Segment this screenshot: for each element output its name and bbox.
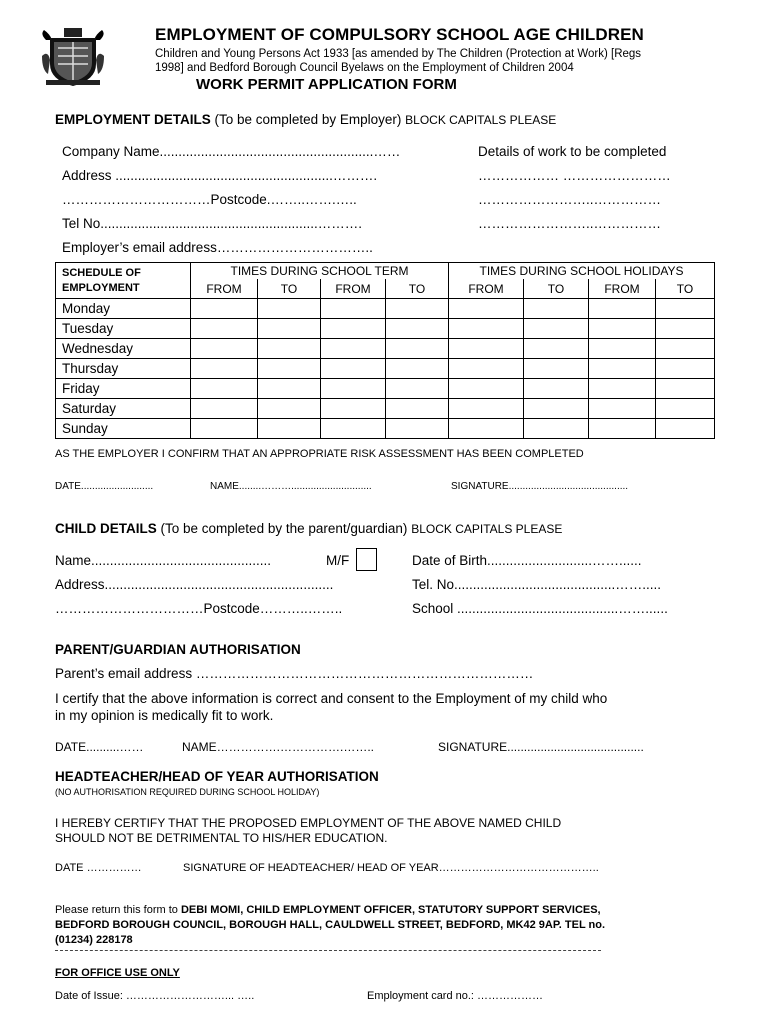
employer-postcode-field[interactable]: ……………………………Postcode.……..…….…..	[62, 192, 357, 207]
child-address-field[interactable]: Address.............................................................	[55, 577, 334, 592]
schedule-label	[56, 263, 191, 299]
child-postcode-field[interactable]: ……………………………Postcode………..……..	[55, 601, 343, 616]
employer-name-field[interactable]: NAME........……….............................	[210, 481, 372, 492]
time-cell[interactable]	[449, 299, 524, 319]
day-label: Friday	[56, 379, 191, 399]
time-cell[interactable]	[589, 399, 656, 419]
time-cell[interactable]	[589, 379, 656, 399]
day-label: Saturday	[56, 399, 191, 419]
time-cell[interactable]	[191, 399, 258, 419]
time-cell[interactable]	[386, 359, 449, 379]
day-label: Thursday	[56, 359, 191, 379]
child-heading-text: CHILD DETAILS	[55, 521, 157, 536]
time-cell[interactable]	[656, 399, 715, 419]
return-line-2	[55, 918, 725, 933]
work-details-line-2[interactable]: ……………………..……………	[478, 192, 662, 207]
time-cell[interactable]	[656, 419, 715, 439]
time-cell[interactable]	[589, 299, 656, 319]
day-label: Wednesday	[56, 339, 191, 359]
employer-tel-field[interactable]: Tel No..........................................................……….	[62, 216, 363, 231]
child-tel-field[interactable]: Tel. No...........................................…….....	[412, 577, 662, 592]
time-cell[interactable]	[589, 419, 656, 439]
time-cell[interactable]	[589, 359, 656, 379]
return-prefix: Please return this form to	[55, 904, 181, 916]
time-cell[interactable]	[524, 399, 589, 419]
time-cell[interactable]	[656, 319, 715, 339]
employment-card-number-field[interactable]: Employment card no.: ………………	[367, 990, 544, 1002]
headteacher-certification	[55, 816, 561, 846]
term-from-2-header: FROM	[321, 279, 386, 299]
school-field[interactable]: School ...........................................……......	[412, 601, 668, 616]
sex-checkbox[interactable]	[356, 548, 377, 571]
schedule-row-sunday	[56, 419, 715, 439]
schedule-of-employment-table	[55, 262, 715, 439]
time-cell[interactable]	[449, 359, 524, 379]
schedule-row-saturday	[56, 399, 715, 419]
time-cell[interactable]	[258, 379, 321, 399]
employer-signature-field[interactable]: SIGNATURE...........................................	[451, 481, 629, 492]
time-cell[interactable]	[258, 359, 321, 379]
time-cell[interactable]	[386, 319, 449, 339]
schedule-row-thursday	[56, 359, 715, 379]
time-cell[interactable]	[449, 399, 524, 419]
parent-certification-line-2: in my opinion is medically fit to work.	[55, 708, 274, 723]
child-block-capitals: BLOCK CAPITALS PLEASE	[411, 522, 563, 536]
work-details-label: Details of work to be completed	[478, 144, 667, 159]
schedule-row-monday	[56, 299, 715, 319]
schedule-label-line-1: SCHEDULE OF	[62, 266, 141, 279]
holiday-to-2-header: TO	[656, 279, 715, 299]
time-cell[interactable]	[524, 359, 589, 379]
return-telephone: (01234) 228178	[55, 934, 133, 946]
child-details-heading	[55, 521, 562, 536]
employer-address-field[interactable]: Address ..........................................................……….	[62, 168, 378, 183]
time-cell[interactable]	[449, 419, 524, 439]
headteacher-date-field[interactable]: DATE ……………	[55, 862, 142, 874]
time-cell[interactable]	[191, 359, 258, 379]
legislation-line-2: 1998] and Bedford Borough Council Byelaws on the Employment of Children 2004	[155, 62, 574, 74]
parent-certification-line-1: I certify that the above information is correct and consent to the Employment of my child who	[55, 691, 608, 706]
time-cell[interactable]	[589, 339, 656, 359]
time-cell[interactable]	[656, 339, 715, 359]
school-term-header: TIMES DURING SCHOOL TERM	[191, 263, 449, 280]
time-cell[interactable]	[191, 379, 258, 399]
time-cell[interactable]	[524, 319, 589, 339]
work-details-line-1[interactable]: ……………… ……………………	[478, 168, 671, 183]
time-cell[interactable]	[656, 379, 715, 399]
date-of-issue-field[interactable]: Date of Issue: ………………………... …..	[55, 990, 255, 1002]
term-to-1-header: TO	[258, 279, 321, 299]
parent-name-field[interactable]: NAME…………….…………….……..	[182, 740, 375, 754]
holiday-authorisation-note: (NO AUTHORISATION REQUIRED DURING SCHOOL HOLIDAY)	[55, 787, 320, 797]
employment-details-heading	[55, 112, 556, 127]
time-cell[interactable]	[321, 319, 386, 339]
day-label: Monday	[56, 299, 191, 319]
date-of-birth-field[interactable]: Date of Birth............................……......	[412, 553, 642, 568]
day-label: Sunday	[56, 419, 191, 439]
time-cell[interactable]	[258, 419, 321, 439]
term-to-2-header: TO	[386, 279, 449, 299]
headteacher-certification-line-2: SHOULD NOT BE DETRIMENTAL TO HIS/HER EDUCATION.	[55, 831, 388, 845]
time-cell[interactable]	[524, 419, 589, 439]
parent-certification	[55, 690, 607, 724]
time-cell[interactable]	[449, 379, 524, 399]
council-crest-logo	[38, 26, 108, 88]
term-from-1-header: FROM	[191, 279, 258, 299]
time-cell[interactable]	[386, 339, 449, 359]
return-line-3	[55, 933, 725, 948]
employment-block-capitals: BLOCK CAPITALS PLEASE	[405, 113, 557, 127]
time-cell[interactable]	[321, 339, 386, 359]
return-address: BEDFORD BOROUGH COUNCIL, BOROUGH HALL, CAULDWELL STREET, BEDFORD, MK42 9AP. TEL no.	[55, 919, 606, 931]
time-cell[interactable]	[524, 339, 589, 359]
holiday-to-1-header: TO	[524, 279, 589, 299]
risk-assessment-statement: AS THE EMPLOYER I CONFIRM THAT AN APPROPRIATE RISK ASSESSMENT HAS BEEN COMPLETED	[55, 448, 584, 460]
legislation-reference	[155, 47, 715, 75]
headteacher-signature-field[interactable]: SIGNATURE OF HEADTEACHER/ HEAD OF YEAR……………………………………..	[183, 862, 599, 874]
return-line-1	[55, 903, 725, 918]
time-cell[interactable]	[449, 339, 524, 359]
time-cell[interactable]	[191, 319, 258, 339]
schedule-row-tuesday	[56, 319, 715, 339]
time-cell[interactable]	[321, 379, 386, 399]
time-cell[interactable]	[386, 379, 449, 399]
parent-authorisation-heading: PARENT/GUARDIAN AUTHORISATION	[55, 642, 301, 657]
school-holidays-header: TIMES DURING SCHOOL HOLIDAYS	[449, 263, 715, 280]
employment-heading-text: EMPLOYMENT DETAILS	[55, 112, 211, 127]
time-cell[interactable]	[321, 359, 386, 379]
employment-heading-note: (To be completed by Employer)	[214, 112, 402, 127]
holiday-from-1-header: FROM	[449, 279, 524, 299]
headteacher-authorisation-heading: HEADTEACHER/HEAD OF YEAR AUTHORISATION	[55, 769, 379, 784]
time-cell[interactable]	[321, 399, 386, 419]
time-cell[interactable]	[258, 319, 321, 339]
return-instructions	[55, 903, 725, 948]
time-cell[interactable]	[191, 419, 258, 439]
sex-label: M/F	[326, 553, 350, 568]
time-cell[interactable]	[386, 399, 449, 419]
time-cell[interactable]	[656, 299, 715, 319]
parent-signature-field[interactable]: SIGNATURE.........................................	[438, 740, 644, 754]
legislation-line-1: Children and Young Persons Act 1933 [as amended by The Children (Protection at Work) [Regs	[155, 48, 642, 60]
office-use-heading: FOR OFFICE USE ONLY	[55, 967, 180, 979]
time-cell[interactable]	[191, 299, 258, 319]
time-cell[interactable]	[386, 419, 449, 439]
child-name-field[interactable]: Name................................................	[55, 553, 272, 568]
time-cell[interactable]	[386, 299, 449, 319]
work-details-line-3[interactable]: ……………………..……………	[478, 216, 662, 231]
time-cell[interactable]	[524, 379, 589, 399]
schedule-header-row	[56, 263, 715, 280]
time-cell[interactable]	[449, 319, 524, 339]
schedule-row-wednesday	[56, 339, 715, 359]
time-cell[interactable]	[589, 319, 656, 339]
schedule-row-friday	[56, 379, 715, 399]
time-cell[interactable]	[258, 339, 321, 359]
time-cell[interactable]	[656, 359, 715, 379]
day-label: Tuesday	[56, 319, 191, 339]
time-cell[interactable]	[321, 419, 386, 439]
headteacher-certification-line-1: I HEREBY CERTIFY THAT THE PROPOSED EMPLOYMENT OF THE ABOVE NAMED CHILD	[55, 816, 562, 830]
form-title: WORK PERMIT APPLICATION FORM	[196, 76, 457, 93]
time-cell[interactable]	[191, 339, 258, 359]
child-heading-note: (To be completed by the parent/guardian)	[160, 521, 408, 536]
time-cell[interactable]	[524, 299, 589, 319]
employer-email-field[interactable]: Employer’s email address……………………………..	[62, 240, 373, 255]
holiday-from-2-header: FROM	[589, 279, 656, 299]
time-cell[interactable]	[258, 399, 321, 419]
parent-date-field[interactable]: DATE..........……	[55, 740, 144, 754]
time-cell[interactable]	[321, 299, 386, 319]
time-cell[interactable]	[258, 299, 321, 319]
parent-email-field[interactable]: Parent’s email address …………………………………………………………………	[55, 666, 534, 681]
schedule-label-line-2: EMPLOYMENT	[62, 281, 140, 294]
document-title: EMPLOYMENT OF COMPULSORY SCHOOL AGE CHILDREN	[155, 25, 644, 44]
company-name-field[interactable]: Company Name.........................................................……	[62, 144, 401, 159]
separator-line	[55, 950, 601, 951]
employer-date-field[interactable]: DATE..........................	[55, 481, 154, 492]
return-officer: DEBI MOMI, CHILD EMPLOYMENT OFFICER, STATUTORY SUPPORT SERVICES,	[180, 904, 601, 916]
